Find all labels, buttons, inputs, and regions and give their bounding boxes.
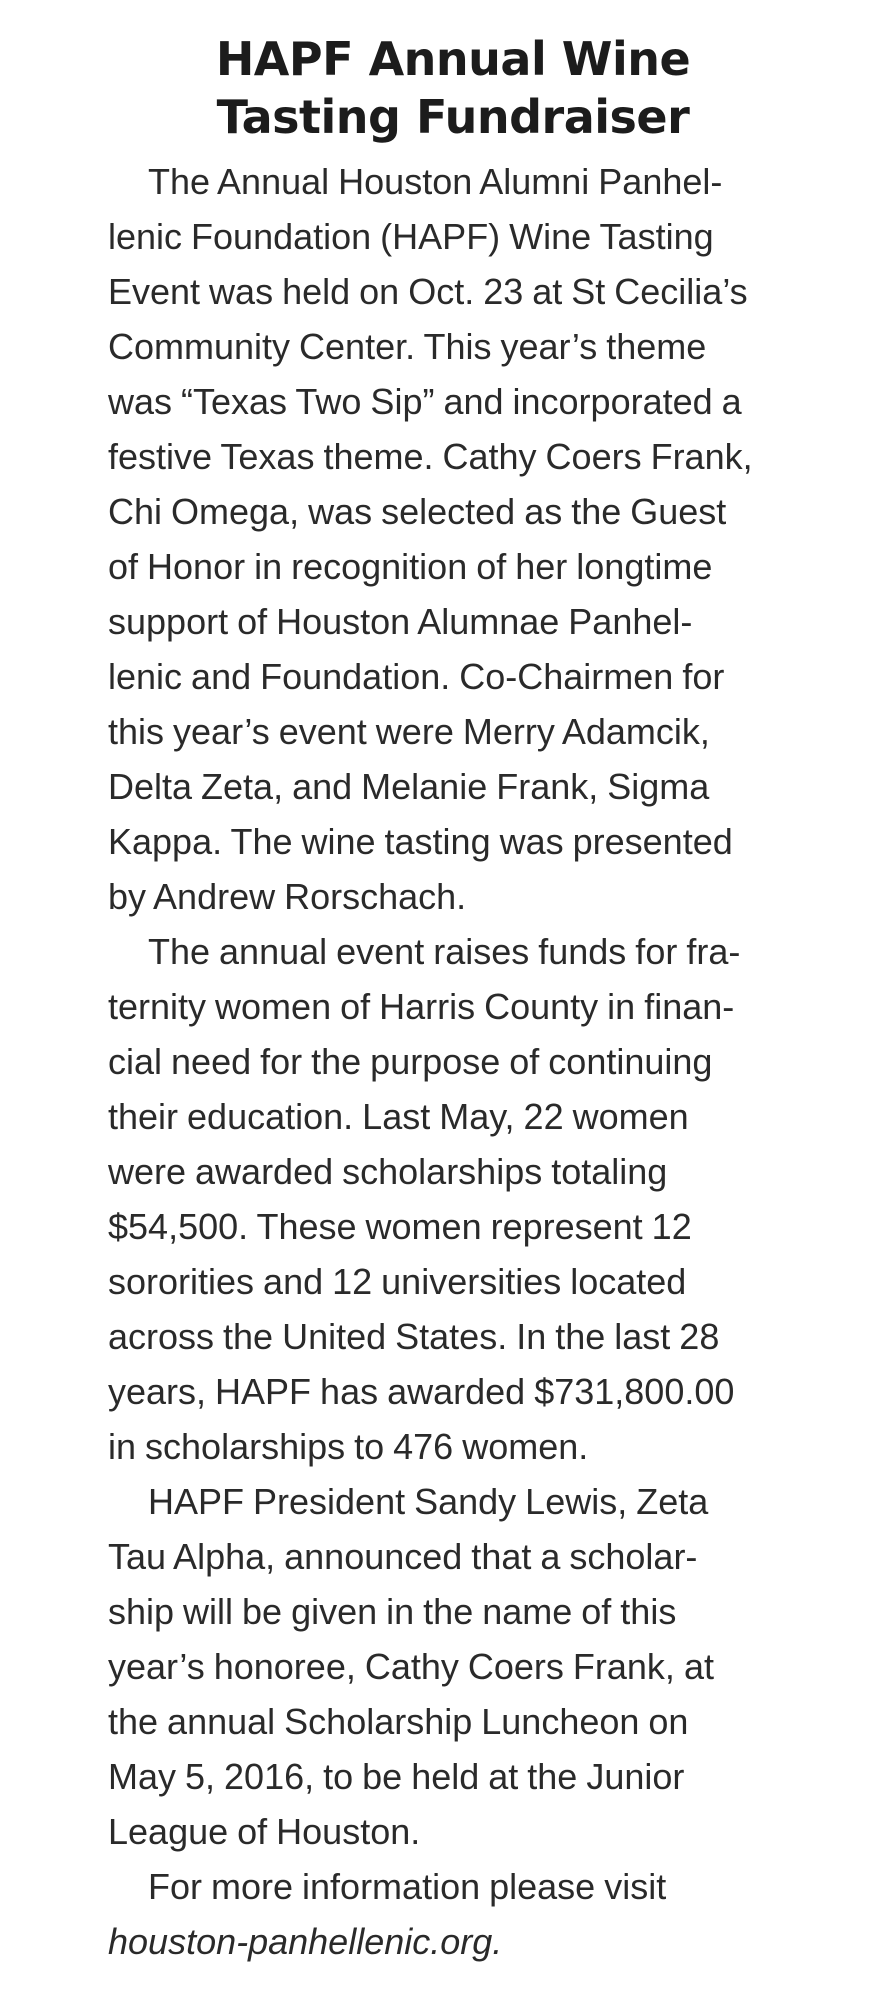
text-line: across the United States. In the last 28 [108, 1316, 720, 1357]
text-line: cial need for the purpose of continuing [108, 1041, 713, 1082]
text-line: their education. Last May, 22 women [108, 1096, 689, 1137]
text-line: support of Houston Alumnae Panhel- [108, 601, 693, 642]
text-line: The Annual Houston Alumni Panhel- [148, 161, 723, 202]
paragraph-president [108, 1474, 798, 1859]
text-line: The annual event raises funds for fra- [148, 931, 741, 972]
text-line: year’s honoree, Cathy Coers Frank, at [108, 1646, 714, 1687]
text-line: in scholarships to 476 women. [108, 1426, 589, 1467]
paragraph-scholarships [108, 924, 798, 1474]
text-line: lenic and Foundation. Co-Chairmen for [108, 656, 725, 697]
article [108, 30, 798, 1969]
website-link[interactable]: houston-panhellenic.org. [108, 1921, 503, 1962]
text-line: was “Texas Two Sip” and incorporated a [108, 381, 742, 422]
text-line: May 5, 2016, to be held at the Junior [108, 1756, 685, 1797]
text-line: Community Center. This year’s theme [108, 326, 707, 367]
text-line: by Andrew Rorschach. [108, 876, 467, 917]
text-line: lenic Foundation (HAPF) Wine Tasting [108, 216, 714, 257]
text-line: were awarded scholarships totaling [108, 1151, 668, 1192]
text-line: this year’s event were Merry Adamcik, [108, 711, 710, 752]
text-line: Chi Omega, was selected as the Guest [108, 491, 727, 532]
headline-line: HAPF Annual Wine [215, 32, 691, 86]
text-line: Tau Alpha, announced that a scholar- [108, 1536, 698, 1577]
text-line: Event was held on Oct. 23 at St Cecilia’s [108, 271, 748, 312]
text-line: Kappa. The wine tasting was presented [108, 821, 733, 862]
headline-line: Tasting Fundraiser [216, 90, 690, 144]
text-line: ternity women of Harris County in finan- [108, 986, 735, 1027]
text-line: years, HAPF has awarded $731,800.00 [108, 1371, 735, 1412]
paragraph-event [108, 154, 798, 924]
text-line: Delta Zeta, and Melanie Frank, Sigma [108, 766, 710, 807]
text-line: $54,500. These women represent 12 [108, 1206, 692, 1247]
headline [108, 30, 798, 146]
text-line: For more information please visit [148, 1866, 667, 1907]
text-line: festive Texas theme. Cathy Coers Frank, [108, 436, 753, 477]
text-line: sororities and 12 universities located [108, 1261, 687, 1302]
paragraph-more-info [108, 1859, 798, 1969]
text-line: of Honor in recognition of her longtime [108, 546, 713, 587]
text-line: HAPF President Sandy Lewis, Zeta [148, 1481, 709, 1522]
text-line: ship will be given in the name of this [108, 1591, 677, 1632]
text-line: League of Houston. [108, 1811, 421, 1852]
text-line: the annual Scholarship Luncheon on [108, 1701, 689, 1742]
